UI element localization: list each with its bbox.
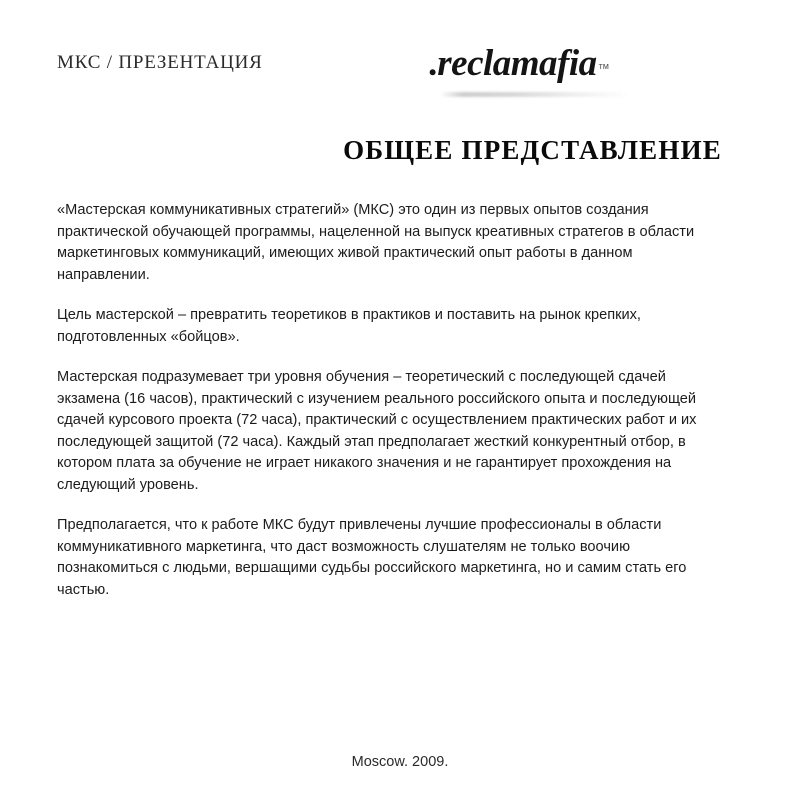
- slide-header: [57, 43, 740, 102]
- page-title: ОБЩЕЕ ПРЕДСТАВЛЕНИЕ: [343, 135, 722, 165]
- logo-wordmark: reclamafia: [437, 43, 597, 84]
- paragraph: Мастерская подразумевает три уровня обучения – теоретический с последующей сдачей экзамена (16 часов), практический с изучением реального российского опыта и последующей сдачей курсового проекта (72 часа), практический с осуществлением практических работ и их последующей защитой (72 часа). Каждый этап предполагает жесткий конкурентный отбор, в котором плата за обучение не играет никакого значения и не гарантирует прохождения на следующий уровень.: [57, 369, 697, 493]
- breadcrumb: МКС / ПРЕЗЕНТАЦИЯ: [57, 52, 263, 73]
- logo-dot: .: [428, 43, 438, 84]
- paragraph: «Мастерская коммуникативных стратегий» (МКС) это один из первых опытов создания практической обучающей программы, нацеленной на выпуск креативных стратегов в области маркетинговых коммуникаций, имеющих живой практический опыт работы в данном направлении.: [57, 202, 695, 283]
- paragraph: Цель мастерской – превратить теоретиков в практиков и поставить на рынок крепких, подготовленных «бойцов».: [57, 307, 641, 345]
- trademark-mark: тм: [598, 60, 609, 71]
- slide-footer: Moscow. 2009.: [351, 754, 449, 770]
- paragraph: Предполагается, что к работе МКС будут привлечены лучшие профессионалы в области коммуникативного маркетинга, что даст возможность слушателям не только воочию познакомиться с людьми, вершащими судьбы российского маркетинга, но и самим стать его частью.: [57, 517, 687, 598]
- body-content: [57, 200, 697, 601]
- logo-smudge-decoration: [440, 92, 630, 97]
- reclamafia-logo: [428, 42, 678, 94]
